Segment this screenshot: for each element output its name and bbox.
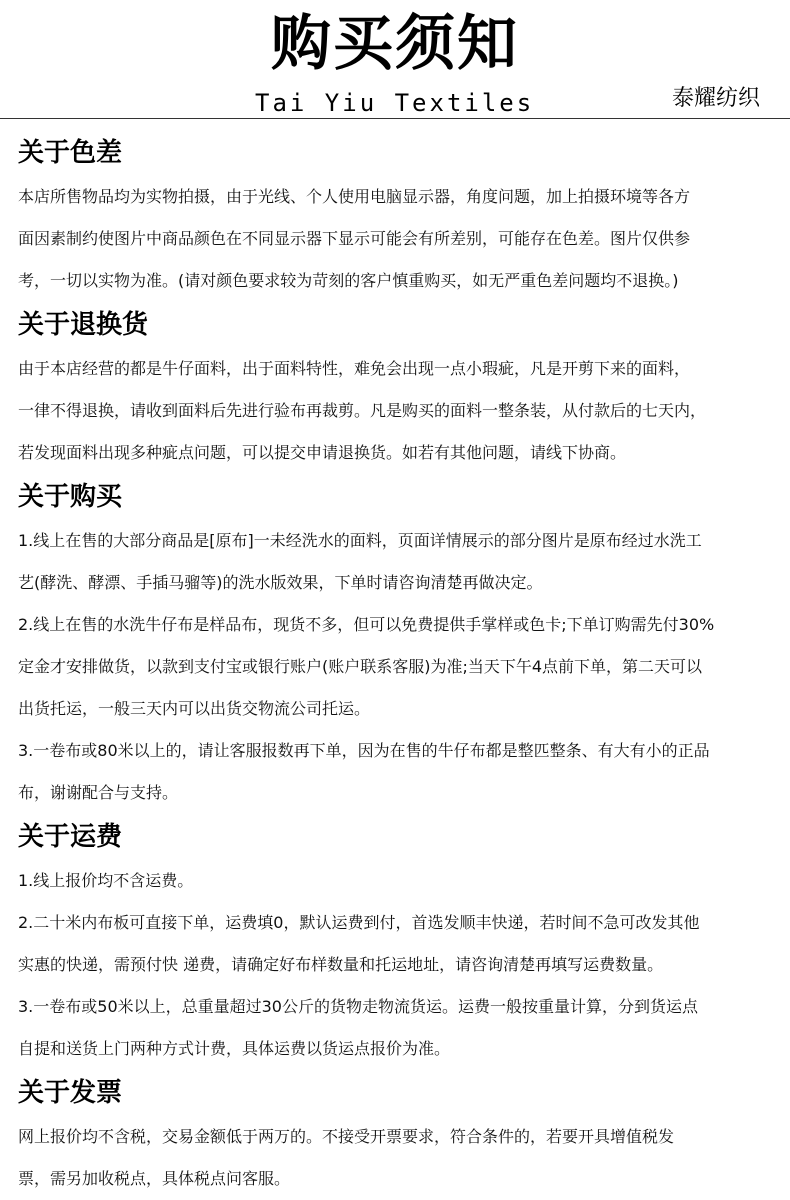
section-title: 关于色差 [18,138,123,168]
paragraph-line: 1.线上在售的大部分商品是[原布]一未经洗水的面料，页面详情展示的部分图片是原布经过水洗工 [18,531,702,550]
paragraph-line: 面因素制约使图片中商品颜色在不同显示器下显示可能会有所差别，可能存在色差。图片仅供参 [18,229,691,248]
paragraph-line: 2.二十米内布板可直接下单，运费填0，默认运费到付，首选发顺丰快递，若时间不急可改发其他 [18,913,700,932]
paragraph-line: 自提和送货上门两种方式计费，具体运费以货运点报价为准。 [18,1039,451,1058]
paragraph-line: 出货托运，一般三天内可以出货交物流公司托运。 [18,699,371,718]
brand-name: 泰耀纺织 [671,86,760,111]
paragraph-line: 定金才安排做货，以款到支付宝或银行账户(账户联系客服)为准;当天下午4点前下单，第二天可以 [18,657,703,676]
section-title: 关于退换货 [18,310,149,340]
section-invoice [18,1070,778,1200]
paragraph-line: 网上报价均不含税，交易金额低于两万的。不接受开票要求，符合条件的，若要开具增值税发 [18,1127,675,1146]
section-returns [18,302,778,474]
paragraph-line: 本店所售物品均为实物拍摄，由于光线、个人使用电脑显示器，角度问题，加上拍摄环境等各方 [18,187,691,206]
paragraph-line: 实惠的快递，需预付快 递费，请确定好布样数量和托运地址，请咨询清楚再填写运费数量。 [18,955,664,974]
section-title: 关于运费 [18,822,123,852]
paragraph-line: 考，一切以实物为准。(请对颜色要求较为苛刻的客户慎重购买，如无严重色差问题均不退换。) [18,271,679,290]
paragraph-line: 由于本店经营的都是牛仔面料，出于面料特性，难免会出现一点小瑕疵，凡是开剪下来的面料， [18,359,691,378]
section-title: 关于发票 [18,1078,123,1108]
page-title: 购买须知 [271,9,519,79]
paragraph-line: 1.线上报价均不含运费。 [18,871,194,890]
paragraph-line: 3.一卷布或80米以上的，请让客服报数再下单，因为在售的牛仔布都是整匹整条、有大有小的正品 [18,741,710,760]
paragraph-line: 艺(酵洗、酵漂、手插马骝等)的洗水版效果，下单时请咨询清楚再做决定。 [18,573,543,592]
notice-content [18,130,778,1200]
page-subtitle: Tai Yiu Textiles [255,89,535,117]
paragraph-line: 2.线上在售的水洗牛仔布是样品布，现货不多，但可以免费提供手掌样或色卡;下单订购需先付30% [18,615,715,634]
paragraph-line: 一律不得退换，请收到面料后先进行验布再裁剪。凡是购买的面料一整条装，从付款后的七天内， [18,401,707,420]
section-color-difference [18,130,778,302]
paragraph-line: 3.一卷布或50米以上，总重量超过30公斤的货物走物流货运。运费一般按重量计算，分到货运点 [18,997,698,1016]
page-header [0,0,790,122]
section-shipping [18,814,778,1070]
section-title: 关于购买 [18,482,123,512]
paragraph-line: 若发现面料出现多种疵点问题，可以提交申请退换货。如若有其他问题，请线下协商。 [18,443,627,462]
paragraph-line: 布，谢谢配合与支持。 [18,783,179,802]
paragraph-line: 票，需另加收税点，具体税点问客服。 [18,1169,291,1188]
section-purchase [18,474,778,814]
header-divider [0,118,790,119]
